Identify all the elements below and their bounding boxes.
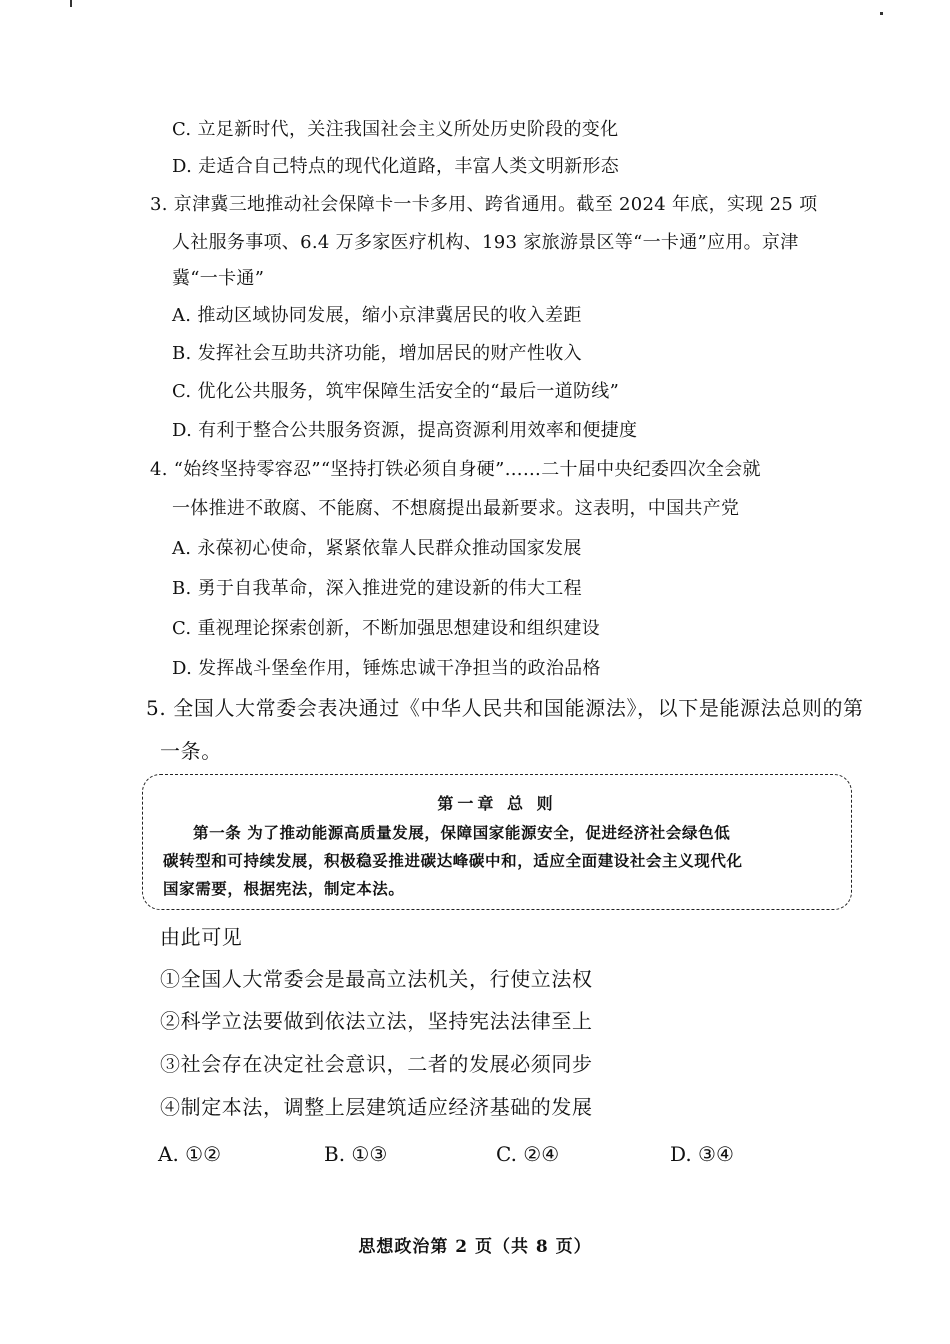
q3-option-a: A. 推动区域协同发展，缩小京津冀居民的收入差距 xyxy=(172,305,582,326)
q5-option-d: D. ③④ xyxy=(670,1142,734,1166)
law-excerpt-box xyxy=(142,774,852,910)
law-article-line1: 第一条 为了推动能源高质量发展，保障国家能源安全，促进经济社会绿色低 xyxy=(193,823,731,842)
law-article-text xyxy=(163,819,833,903)
q5-stem-line1: 5. 全国人大常委会表决通过《中华人民共和国能源法》，以下是能源法总则的第 xyxy=(146,696,864,720)
q3-option-b: B. 发挥社会互助共济功能，增加居民的财产性收入 xyxy=(172,343,582,364)
q5-stem-line2: 一条。 xyxy=(160,739,222,763)
q5-statement-2: ②科学立法要做到依法立法，坚持宪法法律至上 xyxy=(160,1009,593,1033)
scan-mark xyxy=(880,12,883,15)
q3-option-d: D. 有利于整合公共服务资源，提高资源利用效率和便捷度 xyxy=(172,420,638,441)
q3-stem-line2: 人社服务事项、6.4 万多家医疗机构、193 家旅游景区等“一卡通”应用。京津 xyxy=(172,232,799,253)
q4-option-a: A. 永葆初心使命，紧紧依靠人民群众推动国家发展 xyxy=(172,538,582,559)
q3-option-c: C. 优化公共服务，筑牢保障生活安全的“最后一道防线” xyxy=(172,381,620,402)
q4-option-b: B. 勇于自我革命，深入推进党的建设新的伟大工程 xyxy=(172,578,582,599)
q4-option-d: D. 发挥战斗堡垒作用，锤炼忠诚干净担当的政治品格 xyxy=(172,658,601,679)
q4-option-c: C. 重视理论探索创新，不断加强思想建设和组织建设 xyxy=(172,618,601,639)
law-chapter-title: 第一章 总 则 xyxy=(437,794,557,813)
q5-option-b: B. ①③ xyxy=(324,1142,388,1166)
q4-stem-line1: 4. “始终坚持零容忍”“坚持打铁必须自身硬”……二十届中央纪委四次全会就 xyxy=(150,459,761,480)
q2-option-d: D. 走适合自己特点的现代化道路，丰富人类文明新形态 xyxy=(172,156,620,177)
q4-stem-line2: 一体推进不敢腐、不能腐、不想腐提出最新要求。这表明，中国共产党 xyxy=(172,498,740,519)
q3-stem-line3: 冀“一卡通” xyxy=(172,268,265,289)
q5-statement-3: ③社会存在决定社会意识，二者的发展必须同步 xyxy=(160,1052,593,1076)
law-article-line2: 碳转型和可持续发展，积极稳妥推进碳达峰碳中和，适应全面建设社会主义现代化 xyxy=(163,851,743,870)
q2-option-c: C. 立足新时代，关注我国社会主义所处历史阶段的变化 xyxy=(172,119,619,140)
q3-stem-line1: 3. 京津冀三地推动社会保障卡一卡多用、跨省通用。截至 2024 年底，实现 25 项 xyxy=(150,194,818,215)
law-article-line3: 国家需要，根据宪法，制定本法。 xyxy=(163,879,405,898)
q5-lead: 由此可见 xyxy=(160,925,243,949)
page-footer: 思想政治第 2 页（共 8 页） xyxy=(358,1237,592,1257)
q5-option-a: A. ①② xyxy=(158,1142,222,1166)
q5-option-c: C. ②④ xyxy=(496,1142,560,1166)
scan-mark xyxy=(70,0,72,7)
q5-statement-1: ①全国人大常委会是最高立法机关，行使立法权 xyxy=(160,967,593,991)
q5-statement-4: ④制定本法，调整上层建筑适应经济基础的发展 xyxy=(160,1095,593,1119)
